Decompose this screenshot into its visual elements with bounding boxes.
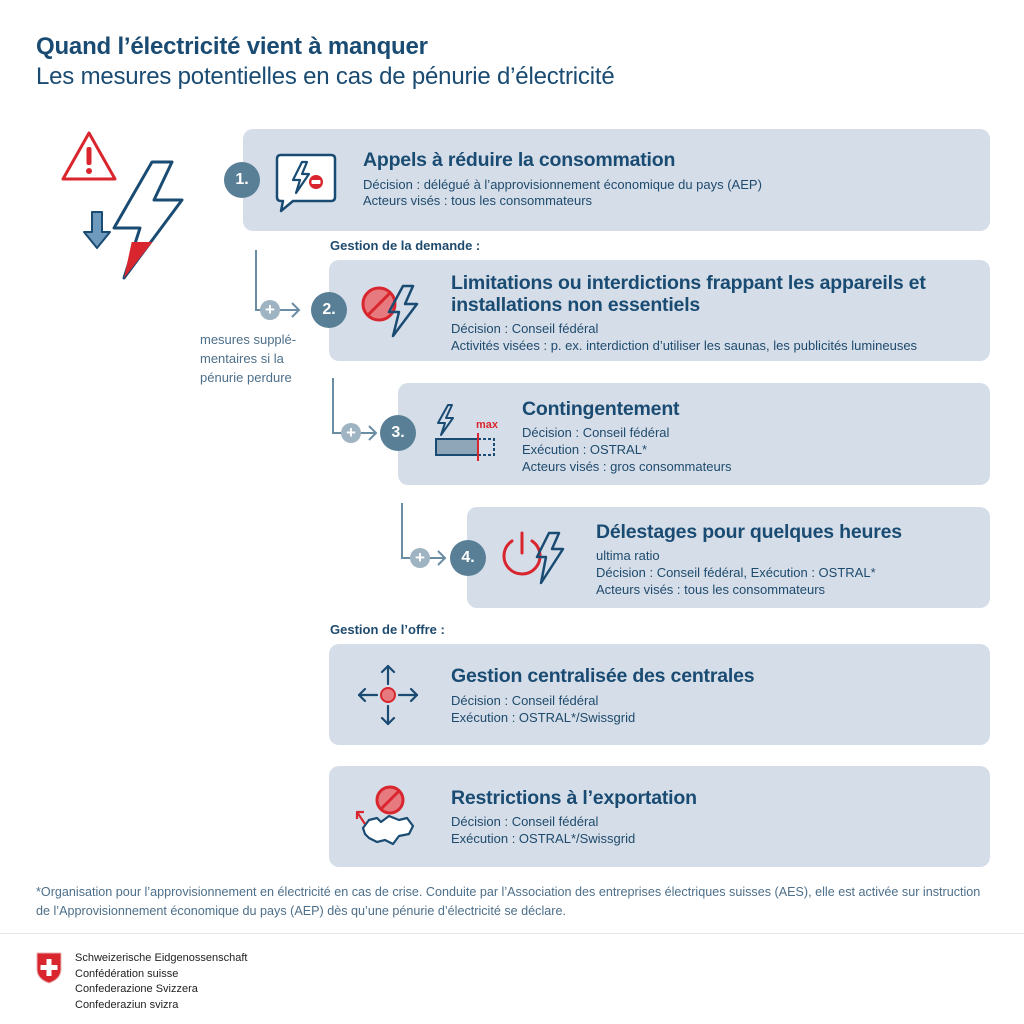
measure-title: Délestages pour quelques heures [596, 521, 902, 543]
step-badge-4: 4. [450, 540, 486, 576]
measure-decision: Décision : délégué à l’approvisionnement économique du pays (AEP) [363, 177, 762, 192]
measure-title: Contingentement [522, 398, 680, 420]
measure-execution: Exécution : OSTRAL* [522, 442, 647, 457]
government-signature: Schweizerische Eidgenossenschaft Confédération suisse Confederazione Svizzera Confederaziun svizra [75, 952, 248, 1011]
step-badge-3: 3. [380, 415, 416, 451]
quota-icon [434, 403, 500, 463]
section-label-demand: Gestion de la demande : [330, 238, 481, 253]
measure-title-line-2: installations non essentiels [451, 294, 701, 316]
max-label: max [476, 419, 499, 431]
supply-execution: Exécution : OSTRAL*/Swissgrid [451, 710, 636, 725]
supply-title: Restrictions à l’exportation [451, 787, 697, 809]
measure-card-3 [398, 383, 990, 485]
measure-decision: Décision : Conseil fédéral [451, 321, 599, 336]
supply-card-centrales [329, 644, 990, 745]
measure-actors: Acteurs visés : gros consommateurs [522, 459, 732, 474]
central-control-icon [355, 662, 421, 728]
measure-actors: Acteurs visés : tous les consommateurs [363, 193, 593, 208]
measure-card-4 [467, 507, 990, 608]
measure-decision: Décision : Conseil fédéral [522, 425, 670, 440]
swiss-coat-of-arms-icon [35, 951, 63, 985]
measure-title: Limitations ou interdictions frappant les appareils et [451, 272, 926, 294]
supply-decision: Décision : Conseil fédéral [451, 693, 599, 708]
plus-icon: + [341, 423, 361, 443]
plus-icon: + [410, 548, 430, 568]
measure-note: ultima ratio [596, 548, 660, 563]
step-badge-2: 2. [311, 292, 347, 328]
measure-title: Appels à réduire la consommation [363, 149, 676, 171]
section-label-supply: Gestion de l’offre : [330, 622, 445, 637]
measure-actors: Activités visées : p. ex. interdiction d’utiliser les saunas, les publicités lumineuses [451, 338, 918, 353]
footnote: *Organisation pour l’approvisionnement en électricité en cas de crise. Conduite par l’Association des entreprises électriques suisses (AES), elle est activée sur instruction de l’Approvisionnement économique du pays (AEP) dès qu’une pénurie d’électricité se déclare. [36, 885, 981, 918]
speech-bubble-icon [275, 153, 337, 213]
export-restriction-icon [355, 782, 427, 848]
supply-card-export [329, 766, 990, 867]
measure-actors: Acteurs visés : tous les consommateurs [596, 582, 826, 597]
supply-title: Gestion centralisée des centrales [451, 665, 755, 687]
page-title: Quand l’électricité vient à manquer [36, 33, 428, 60]
supply-execution: Exécution : OSTRAL*/Swissgrid [451, 831, 636, 846]
side-note: mesures supplé- mentaires si la pénurie perdure [200, 332, 297, 385]
footer-divider [0, 933, 1024, 934]
supply-decision: Décision : Conseil fédéral [451, 814, 599, 829]
measure-decision: Décision : Conseil fédéral, Exécution : OSTRAL* [596, 565, 876, 580]
plus-icon: + [260, 300, 280, 320]
page-subtitle: Les mesures potentielles en cas de pénurie d’électricité [36, 63, 615, 90]
power-off-icon [501, 529, 567, 587]
prohibited-bolt-icon [359, 282, 421, 340]
measure-card-2 [329, 260, 990, 361]
measure-card-1 [243, 129, 990, 231]
step-badge-1: 1. [224, 162, 260, 198]
